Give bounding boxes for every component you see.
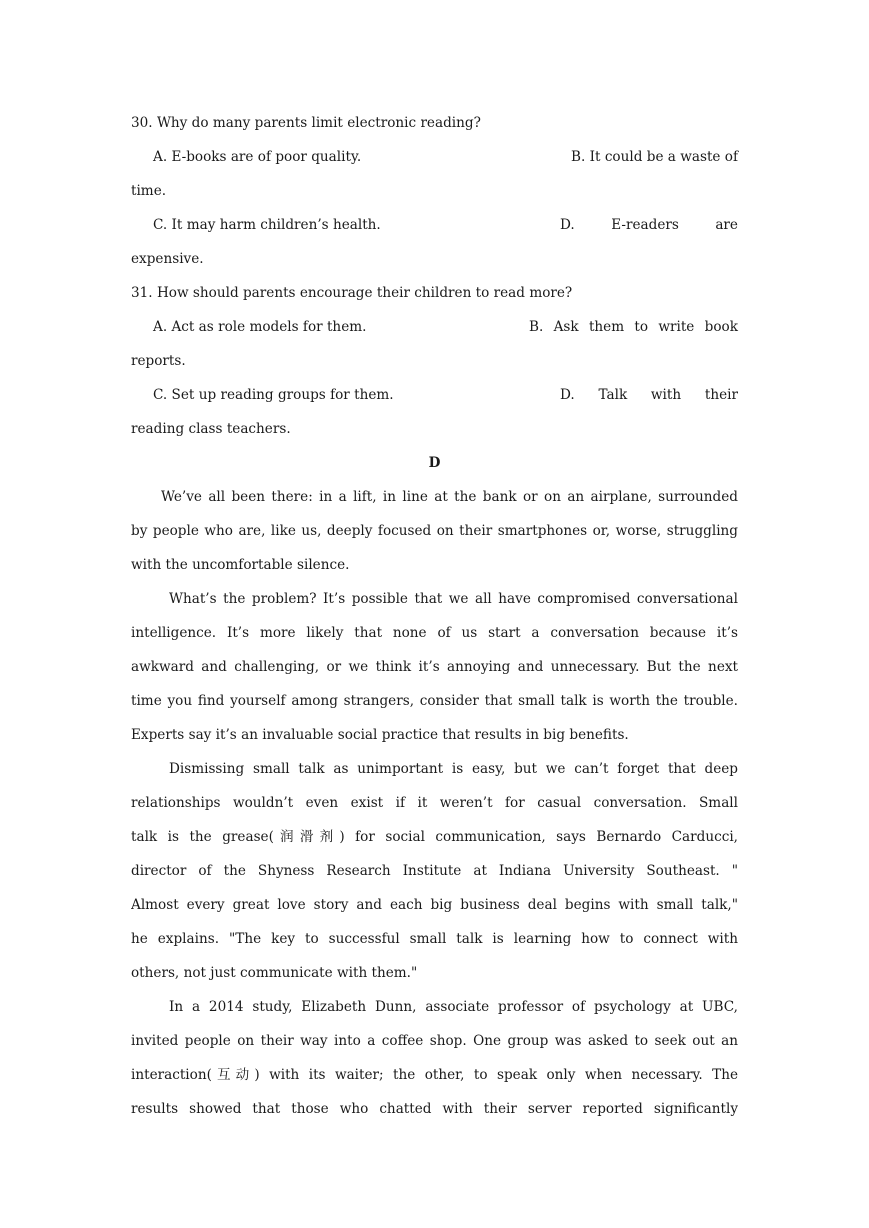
passage-line: with the uncomfortable silence. xyxy=(131,557,350,573)
question-30-options-ab xyxy=(131,140,738,174)
option-d-word: their xyxy=(704,387,738,403)
passage-line: he explains. "The key to successful small talk is learning how to connect with xyxy=(131,931,738,947)
passage-line: We’ve all been there: in a lift, in line at the bank or on an airplane, surrounded xyxy=(161,489,738,505)
option-b-word: to xyxy=(634,319,649,335)
question-31-option-b xyxy=(529,310,738,344)
question-30-option-b: B. It could be a waste of xyxy=(571,149,738,165)
question-30-option-a: A. E-books are of poor quality. xyxy=(153,149,362,165)
passage-line: In a 2014 study, Elizabeth Dunn, associate professor of psychology at UBC, xyxy=(169,999,738,1015)
passage-line: time you find yourself among strangers, consider that small talk is worth the trouble. xyxy=(131,693,738,709)
question-30-option-d xyxy=(560,208,738,242)
question-31-option-d xyxy=(560,378,738,412)
passage-line: awkward and challenging, or we think it’s annoying and unnecessary. But the next xyxy=(131,659,738,675)
question-30-option-b-cont: time. xyxy=(131,183,167,199)
question-30-option-d-cont: expensive. xyxy=(131,251,204,267)
passage-line: interaction(互动) with its waiter; the other, to speak only when necessary. The xyxy=(131,1067,738,1083)
question-31-option-b-cont: reports. xyxy=(131,353,186,369)
passage-line: talk is the grease(润滑剂) for social communication, says Bernardo Carducci, xyxy=(131,829,738,845)
option-b-word: B. xyxy=(529,319,544,335)
option-b-word: write xyxy=(658,319,695,335)
option-d-word: E-readers xyxy=(611,217,679,233)
passage-line: Almost every great love story and each big business deal begins with small talk," xyxy=(131,897,738,913)
passage-line: invited people on their way into a coffee shop. One group was asked to seek out an xyxy=(131,1033,738,1049)
passage-line: others, not just communicate with them." xyxy=(131,965,418,981)
question-31-options-ab xyxy=(131,310,738,344)
question-31-options-cd xyxy=(131,378,738,412)
document-content xyxy=(131,106,738,1126)
option-d-word: Talk xyxy=(598,387,628,403)
option-d-word: D. xyxy=(560,387,575,403)
option-b-word: them xyxy=(588,319,625,335)
passage-line: intelligence. It’s more likely that none of us start a conversation because it’s xyxy=(131,625,738,641)
option-b-word: book xyxy=(704,319,738,335)
passage-line: What’s the problem? It’s possible that we all have compromised conversational xyxy=(169,591,738,607)
option-d-word: with xyxy=(650,387,682,403)
passage-line: Experts say it’s an invaluable social practice that results in big benefits. xyxy=(131,727,629,743)
passage-line: relationships wouldn’t even exist if it weren’t for casual conversation. Small xyxy=(131,795,738,811)
question-31-option-c: C. Set up reading groups for them. xyxy=(153,387,394,403)
option-d-word: D. xyxy=(560,217,575,233)
passage-line: by people who are, like us, deeply focused on their smartphones or, worse, struggling xyxy=(131,523,738,539)
passage-line: Dismissing small talk as unimportant is easy, but we can’t forget that deep xyxy=(169,761,738,777)
question-31-option-d-cont: reading class teachers. xyxy=(131,421,291,437)
question-30-stem: 30. Why do many parents limit electronic reading? xyxy=(131,115,481,131)
passage-line: results showed that those who chatted with their server reported significantly xyxy=(131,1101,738,1117)
section-heading: D xyxy=(428,455,441,471)
question-30-option-c: C. It may harm children’s health. xyxy=(153,217,381,233)
question-31-stem: 31. How should parents encourage their children to read more? xyxy=(131,285,573,301)
passage-line: director of the Shyness Research Institute at Indiana University Southeast. " xyxy=(131,863,738,879)
option-d-word: are xyxy=(715,217,738,233)
question-31-option-a: A. Act as role models for them. xyxy=(153,319,367,335)
option-b-word: Ask xyxy=(553,319,579,335)
question-30-options-cd xyxy=(131,208,738,242)
